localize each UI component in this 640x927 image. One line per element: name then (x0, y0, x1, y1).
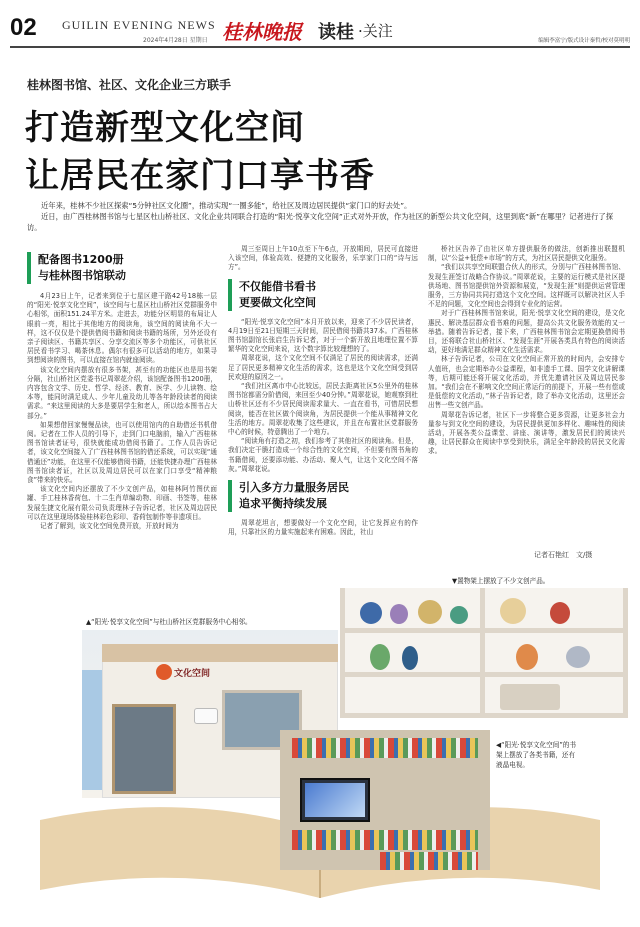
subhead-line: 不仅能借书看书 (239, 279, 316, 293)
photo-interior-shelves (280, 730, 490, 870)
body-paragraph: 4月23日上午，记者来到位于七星区建干路42号18栋一层的“阳光·悦享文化空间”，该空间与七星区杜山桥社区党群服务中心相邻，面积151.24平方米。走进去，功能分区明显的布局让人眼前一亮，相比于其他地方的阅读角，该空间的阅读角不大一样，这不仅仅是个提供借阅书籍和阅读书籍的场所，另外还设有亲子阅读区、书籍共享区、分享交流区等多个功能区，可供社区居民看书学习、喝茶休息。偶尔有很多可以活动的地方，如果寻到想阅读的图书，可以直接在馆内就座阅读。 (27, 292, 217, 365)
lead-paragraphs (27, 200, 622, 233)
header-rule (10, 46, 630, 48)
craft-figure (390, 604, 408, 624)
craft-figure (450, 606, 468, 624)
body-paragraph: “阳光·悦享文化空间”本月开放以来，迎来了不少居民读者，4月19日至21日短期三天时间，居民借阅书籍共37本。广西桂林图书馆副馆长张启生告诉记者，对于一个新开放且地理位置不算繁华的文化空间来说，这个数字算比较理想的了。 (228, 317, 418, 354)
masthead (0, 0, 640, 50)
column-3 (428, 245, 625, 567)
paper-name-en: GUILIN EVENING NEWS (62, 18, 216, 32)
building-eave (102, 644, 338, 662)
body-paragraph: 该文化空间内摆放有很多书架，甚至有的功能区也是用书架分隔，社山桥社区党委书记周翠花介绍，该馆配备图书1200册，内容包含文学、历史、哲学、经济、教育、医学、少儿读物、绘本等，能同时满足成人、少年儿童及幼儿等各年龄段读者的阅读需求。“来这里阅读的大多是要居学生和老人，所以绘本图书占大部分。” (27, 365, 217, 420)
sign-logo-icon (156, 664, 172, 680)
signboard-panel (82, 670, 104, 790)
craft-figure (402, 646, 418, 670)
book-row (292, 830, 478, 850)
caption-shelf: ▼置物架上摆放了不少文创产品。 (452, 577, 550, 585)
section-name: 读桂 (318, 22, 354, 43)
byline: 记者石艳红 文/摄 (534, 551, 593, 559)
craft-figure (418, 600, 442, 624)
body-paragraph: 对于广西桂林图书馆来说，阳光·悦享文化空间的建设，是文化惠民、解决基层群众看书难的问题，提高公共文化服务效能的又一举措。随着告诉记者，接下来，广西桂林图书馆会定期更换借阅书目，还将联合社山桥社区、“发现生涯”开展各类具有特色的阅读活动，更好地满足群众精神文化生活需求。 (428, 309, 625, 355)
shelf-post (480, 588, 485, 718)
paper-logo: 桂林晚报 (222, 20, 302, 44)
air-conditioner (194, 708, 218, 724)
body-paragraph: 周翠花说，这个文化空间不仅满足了居民的阅读需求，还满足了居民更多精神文化生活的需求，这也是这个文化空间受到居民欢迎的原因之一。 (228, 354, 418, 381)
subhead-line: 与桂林图书馆联动 (38, 269, 126, 282)
craft-figure (500, 598, 526, 624)
caption-building: ▲“阳光·悦享文化空间”与杜山桥社区党群服务中心相邻。 (86, 618, 252, 626)
column-1 (27, 292, 217, 590)
body-paragraph: “我们以共享空间联盟合伙人的形式，分别与广西桂林图书馆、发现生涯签订战略合作协议。”周翠花说，主要的运行模式是社区提供场地、图书馆提供馆外资源和展览，“发现生涯”则提供运营管理服务，三方协同共同打造这个文化空间。这样既可以解决社区人手不足的问题，文化空间也会得到专业化的运营。 (428, 263, 625, 309)
subhead-section-3 (228, 480, 418, 512)
body-paragraph: “我们社区离市中心比较远，居民去距离社区5公里外的桂林图书馆都需分阶借阅，来回至少40分钟。”周翠花说，她观察到杜山桥社区还有不少居民阅读需求量大、一直在看书，可惜居民想阅读，能否在社区做个阅读角，为居民提供一个能从事精神文化生活的地方。周翠花收集了这些建议，并且在布置社区党群服务中心的时候，特意腾出了一个地方。 (228, 382, 418, 437)
craft-figure (370, 644, 390, 670)
body-paragraph: 该文化空间内还摆放了不少文创产品，如桂林阿竹图伏面罐、手工桂林香荷包、十二生肖草编动物、印画、书签等，桂林发展生捷文化展有限公司负责理林子告诉记者，社区及周边居民可以在这里现场体验桂林彩色彩印、香荷包制作等非遗项目。 (27, 485, 217, 521)
body-paragraph: 如果想借回家慢慢品读，也可以使用馆内的自助借还书机借阅。记者在工作人员的引导下，走到门口电脑前，输入广西桂林图书馆读者证号，很快就能成功借阅书籍了。工作人员告诉记者，该文化空间接入了广西桂林图书馆的借还系统，可以实现“通借通还”功能，在这里不仅能够借阅书籍，还能快捷办理广西桂林图书馆读者证，社区以及周边居民可以在家门口享受“精神粮食”带来的快乐。 (27, 420, 217, 485)
photo-display-shelf (340, 588, 628, 718)
shelf-post (623, 588, 628, 718)
body-paragraph: 周翠花告诉记者，社区下一步将整合更多资源，让更多社会力量参与到文化空间的建设，为居民提供更加多样化、趣味性的阅读活动，开展各类公益课堂、讲座、演讲等，激发居民们的阅读兴趣，让居民群众在阅读中享受到快乐，满足全年龄段的居民文化需求。 (428, 410, 625, 456)
craft-box (500, 684, 560, 710)
tv-screen (300, 778, 370, 822)
section-sub: ·关注 (358, 22, 393, 40)
kicker: 桂林图书馆、社区、文化企业三方联手 (27, 78, 232, 92)
body-paragraph: “阅读角有打造之初，我们参考了其他社区的阅读角。但是，我们决定干脆打造成一个综合性的文化空间，不但要有图书角的书籍借阅，还要添功能、办活动、聚人气，让这个文化空间不落灰。”周翠花说。 (228, 437, 418, 473)
subhead-line: 追求平衡持续发展 (239, 497, 327, 511)
caption-interior: ◀“阳光·悦享文化空间”的书架上摆放了各类书籍，还有液晶电视。 (496, 741, 576, 769)
publication-date: 2024年4月28日 星期日 (143, 37, 208, 44)
craft-figure (550, 602, 570, 624)
lead-paragraph: 近年来，桂林不少社区探索“5分钟社区文化圈”，推动实现“一圈多能”，给社区及周边居民提供“家门口的好去处”。 (41, 201, 412, 210)
subhead-line: 配备图书1200册 (38, 253, 124, 266)
body-paragraph: 周三至周日上午10点至下午6点，开放期间，居民可直接进入该空间，体验高效、便捷的文化服务，乐享家门口的“诗与远方”。 (228, 245, 418, 272)
tv-display (305, 783, 365, 817)
subhead-section-1 (27, 252, 126, 284)
craft-figure (360, 602, 382, 624)
editors-credit: 编辑李富宁/版式设计秦哲/校对莫明明 (538, 38, 630, 44)
craft-figure (516, 644, 538, 670)
book-row (292, 738, 478, 758)
headline-line-1: 打造新型文化空间 (25, 108, 305, 148)
body-paragraph: 桥社区告养了由社区单方提供服务的做法，创新推出联盟机制，以“公益+低偿+市场”的方式，为社区居民提供文化服务。 (428, 245, 625, 263)
lead-paragraph: 近日，由广西桂林图书馆与七星区杜山桥社区、文化企业共同联合打造的“阳光·悦享文化空间”正式对外开放，作为社区的新型公共文化空间，这里到底“新”在哪里？记者进行了探访。 (27, 212, 613, 232)
sign-text: 文化空间 (174, 669, 211, 679)
book-row (380, 852, 478, 870)
glass-door (112, 704, 176, 794)
body-paragraph: 林子告诉记者，公司在文化空间正常开放的时间内，会安排专人值班，也会定期举办公益课程，如非遗手工课、国学文化讲解课等，后期可能还将开展文化活动，并优先邀请社区及周边居民参加。“我们会在不影响文化空间正常运行的前提下，开展一些有偿或是低偿的文化活动，”林子告诉记者，除了举办文化活动，这里还会出售一些文创产品。 (428, 355, 625, 410)
subhead-line: 更要做文化空间 (239, 295, 316, 309)
body-paragraph: 记者了解到，该文化空间免费开放，开放时间为 (40, 522, 179, 531)
page-number: 02 (10, 14, 37, 41)
body-paragraph: 周翠花坦言，想要做好一个文化空间，让它发挥应有的作用，只靠社区的力量实施起来有困难。因此，社山 (228, 519, 418, 537)
subhead-line: 引入多方力量服务居民 (239, 481, 349, 495)
subhead-section-2 (228, 279, 418, 311)
headline-line-2: 让居民在家门口享书香 (25, 156, 375, 196)
craft-figure (566, 646, 590, 668)
shelf-post (340, 588, 345, 718)
column-2 (228, 245, 418, 585)
